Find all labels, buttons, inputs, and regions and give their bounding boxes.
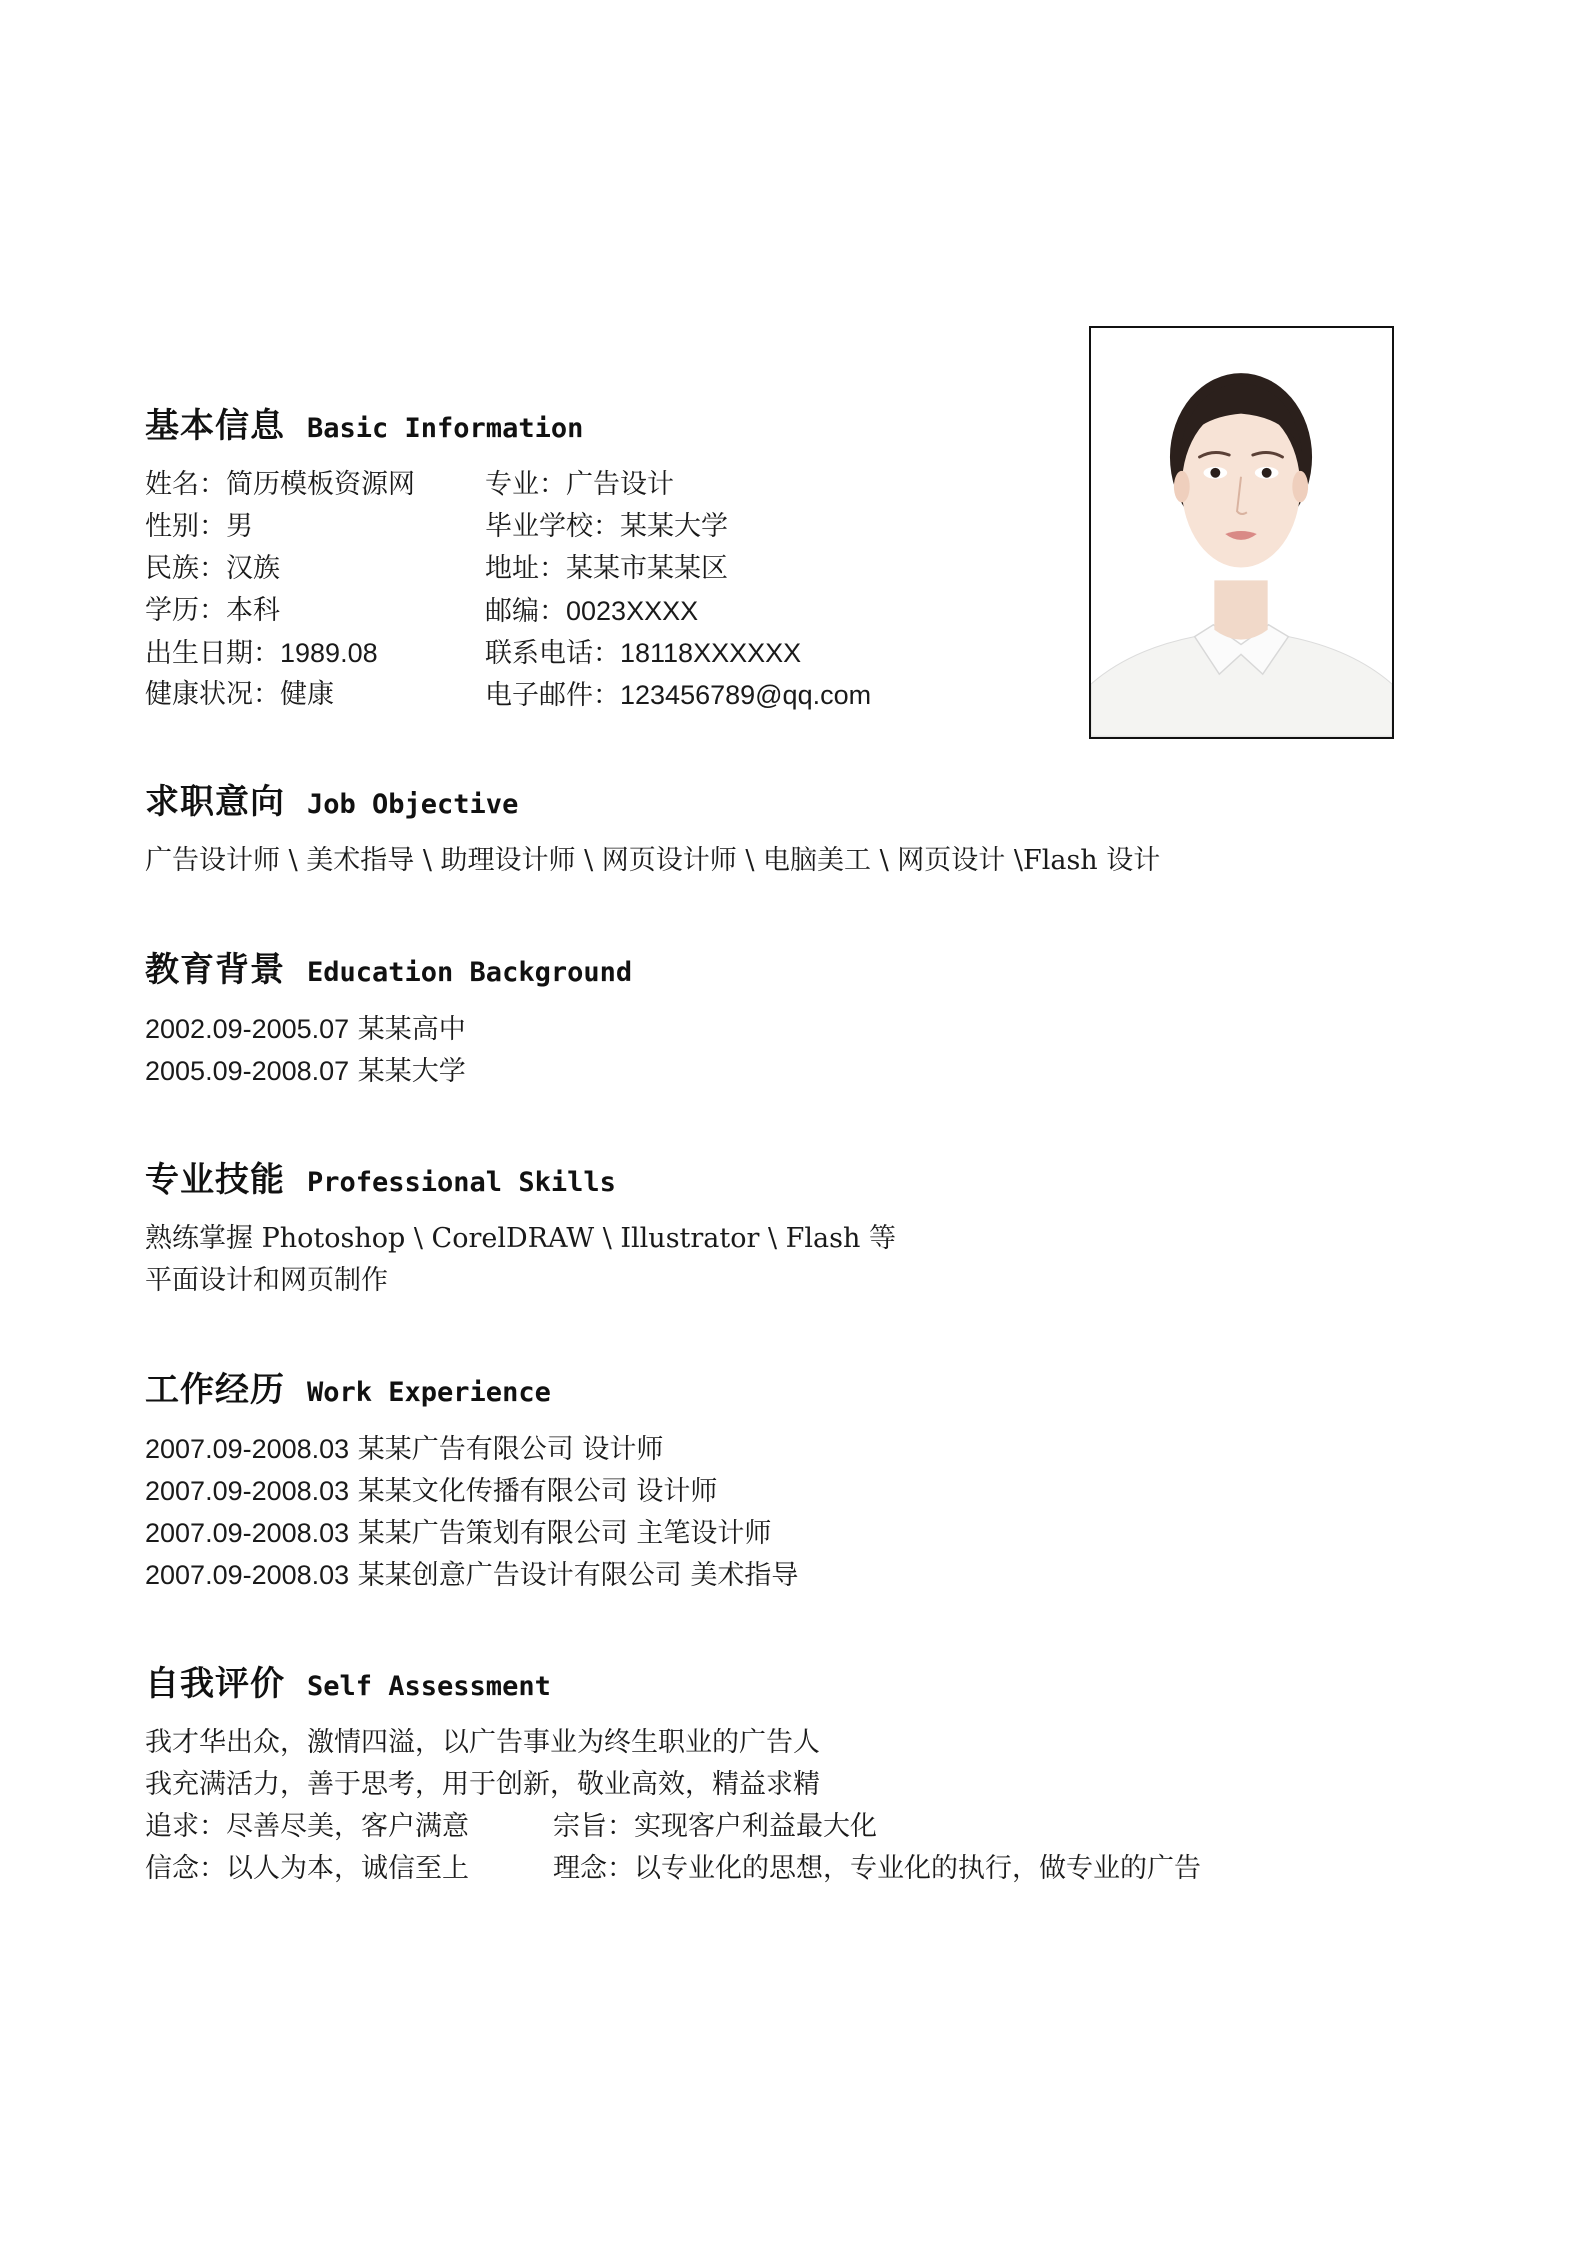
- section-education-title: [145, 942, 632, 991]
- self-line-1: 我才华出众，激情四溢，以广告事业为终生职业的广告人: [145, 1727, 820, 1758]
- work-period: 2007.09-2008.03: [145, 1560, 350, 1590]
- field-label: 毕业学校：: [485, 511, 620, 542]
- basic-birthdate-row: [145, 632, 378, 674]
- work-role: 设计师: [582, 1434, 664, 1465]
- work-item: [145, 1470, 717, 1512]
- field-label: 出生日期：: [145, 638, 280, 669]
- work-item: [145, 1428, 663, 1470]
- work-item: [145, 1554, 798, 1596]
- self-belief: 信念：以人为本，诚信至上: [145, 1853, 469, 1884]
- field-value: 广告设计: [566, 469, 674, 500]
- basic-ethnicity-row: [145, 548, 280, 590]
- field-label: 学历：: [145, 595, 226, 626]
- basic-postcode-row: [485, 590, 698, 632]
- field-label: 姓名：: [145, 469, 226, 500]
- basic-health-row: [145, 674, 334, 716]
- field-value: 123456789@qq.com: [620, 680, 872, 710]
- self-tenet: 宗旨：实现客户利益最大化: [553, 1811, 877, 1842]
- basic-school-row: [485, 506, 728, 548]
- work-title-cn: 工作经历: [145, 1370, 285, 1410]
- field-value: 某某大学: [620, 511, 728, 542]
- field-label: 邮编：: [485, 596, 566, 627]
- skills-title-en: Professional Skills: [307, 1167, 616, 1198]
- education-period: 2005.09-2008.07: [145, 1056, 350, 1086]
- portrait-image: [1091, 328, 1392, 737]
- work-period: 2007.09-2008.03: [145, 1476, 350, 1506]
- self-philosophy: 理念：以专业化的思想，专业化的执行，做专业的广告: [553, 1853, 1201, 1884]
- objective-title-cn: 求职意向: [145, 782, 285, 822]
- field-value: 本科: [226, 595, 280, 626]
- basic-title-en: Basic Information: [307, 413, 584, 444]
- work-role: 设计师: [636, 1476, 718, 1507]
- skills-line: 熟练掌握 Photoshop \ CorelDRAW \ Illustrator \ Flash 等: [145, 1223, 896, 1254]
- field-label: 健康状况：: [145, 679, 280, 710]
- section-skills-title: [145, 1152, 616, 1201]
- skills-line: 平面设计和网页制作: [145, 1265, 388, 1296]
- section-objective-title: [145, 774, 518, 823]
- basic-gender-row: [145, 506, 253, 548]
- work-company: 某某创意广告设计有限公司: [357, 1560, 682, 1591]
- education-item: [145, 1050, 466, 1092]
- field-value: 简历模板资源网: [226, 469, 415, 500]
- basic-major-row: [485, 464, 674, 506]
- self-title-en: Self Assessment: [307, 1671, 551, 1702]
- education-item: [145, 1008, 466, 1050]
- field-value: 1989.08: [280, 638, 378, 668]
- work-role: 美术指导: [690, 1560, 799, 1591]
- work-company: 某某广告有限公司: [357, 1434, 574, 1465]
- basic-degree-row: [145, 590, 280, 632]
- field-value: 18118XXXXXX: [620, 638, 802, 668]
- field-value: 男: [226, 511, 253, 542]
- basic-address-row: [485, 548, 728, 590]
- education-school: 某某大学: [357, 1056, 466, 1087]
- work-period: 2007.09-2008.03: [145, 1434, 350, 1464]
- work-company: 某某广告策划有限公司: [357, 1518, 628, 1549]
- work-company: 某某文化传播有限公司: [357, 1476, 628, 1507]
- education-title-en: Education Background: [307, 957, 633, 988]
- field-value: 汉族: [226, 553, 280, 584]
- objective-title-en: Job Objective: [307, 789, 519, 820]
- education-period: 2002.09-2005.07: [145, 1014, 350, 1044]
- field-label: 性别：: [145, 511, 226, 542]
- work-period: 2007.09-2008.03: [145, 1518, 350, 1548]
- work-item: [145, 1512, 771, 1554]
- section-work-title: [145, 1362, 551, 1411]
- field-value: 某某市某某区: [566, 553, 728, 584]
- field-value: 0023XXXX: [566, 596, 699, 626]
- profile-photo: [1089, 326, 1394, 739]
- self-title-cn: 自我评价: [145, 1664, 285, 1704]
- section-self-title: [145, 1656, 551, 1705]
- field-label: 电子邮件：: [485, 680, 620, 711]
- skills-title-cn: 专业技能: [145, 1160, 285, 1200]
- education-school: 某某高中: [357, 1014, 466, 1045]
- field-label: 联系电话：: [485, 638, 620, 669]
- field-value: 健康: [280, 679, 334, 710]
- objective-text: 广告设计师 \ 美术指导 \ 助理设计师 \ 网页设计师 \ 电脑美工 \ 网页设计 \Flash 设计: [145, 845, 1161, 876]
- basic-title-cn: 基本信息: [145, 406, 285, 446]
- basic-email-row: [485, 674, 871, 716]
- section-basic-title: [145, 398, 583, 447]
- work-role: 主笔设计师: [636, 1518, 772, 1549]
- basic-name-row: [145, 464, 415, 506]
- work-title-en: Work Experience: [307, 1377, 551, 1408]
- education-title-cn: 教育背景: [145, 950, 285, 990]
- field-label: 专业：: [485, 469, 566, 500]
- field-label: 民族：: [145, 553, 226, 584]
- self-pursuit: 追求：尽善尽美，客户满意: [145, 1811, 469, 1842]
- basic-phone-row: [485, 632, 801, 674]
- field-label: 地址：: [485, 553, 566, 584]
- self-line-2: 我充满活力，善于思考，用于创新，敬业高效，精益求精: [145, 1769, 820, 1800]
